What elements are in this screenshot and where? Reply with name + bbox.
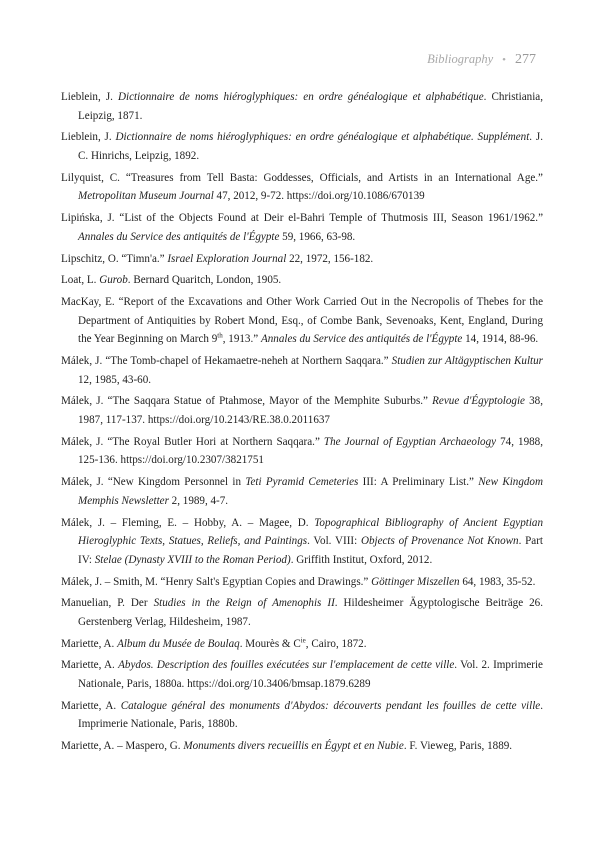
entry-text: Manuelian, P. Der — [61, 597, 154, 610]
entry-text: 59, 1966, 63-98. — [279, 230, 356, 243]
entry-text: , Cairo, 1872. — [305, 637, 367, 650]
entry-superscript: th — [217, 331, 223, 340]
entry-italic-title: Revue d'Égyptologie — [432, 395, 525, 408]
entry-text: Lipschitz, O. “Timn'a.” — [61, 252, 168, 265]
entry-text: 64, 1983, 35-52. — [459, 575, 536, 588]
entry-text: Málek, J. – Smith, M. “Henry Salt's Egyptian Copies and Drawings.” — [61, 575, 372, 588]
entry-text: Lieblein, J. — [61, 131, 116, 144]
entry-text: Lieblein, J. — [61, 91, 119, 103]
bibliography-entry — [61, 433, 543, 470]
entry-italic-title: Metropolitan Museum Journal — [78, 190, 214, 203]
entry-text: . Mourès & C — [239, 637, 301, 650]
entry-text: . Imprimerie Nationale, Paris, 1880b. — [78, 699, 543, 731]
entry-italic-title: Israel Exploration Journal — [167, 252, 287, 265]
entry-text: Málek, J. “The Tomb-chapel of Hekamaetre-neheh at Northern Saqqara.” — [61, 355, 392, 368]
entry-text: Lilyquist, C. “Treasures from Tell Basta: Goddesses, Officials, and Artists in an International Age.” — [61, 171, 543, 184]
entry-text: 12, 1985, 43-60. — [78, 373, 152, 386]
entry-text: MacKay, E. “Report of the Excavations and Other Work Carried Out in the Necropolis of Thebes for the Department of Antiquities by Robert Mond, Esq., of Combe Bank, Sevenoaks, Kent, England, During the Year Beginning on March 9 — [61, 296, 543, 346]
bibliography-entry — [61, 392, 543, 429]
bibliography-entry — [61, 594, 543, 631]
page-header — [427, 52, 536, 68]
bibliography-entry — [61, 635, 543, 654]
entry-italic-title: Objects of Provenance Not Known — [360, 535, 519, 548]
bibliography-entry — [61, 514, 543, 570]
entry-text: 22, 1972, 156-182. — [286, 252, 374, 265]
entry-italic-title: Teti Pyramid Cemeteries — [245, 476, 359, 489]
entry-text: Mariette, A. — [61, 637, 118, 650]
entry-text: Málek, J. – Fleming, E. – Hobby, A. – Magee, D. — [61, 516, 315, 529]
entry-text: 2, 1989, 4-7. — [168, 494, 229, 507]
entry-italic-title: Album du Musée de Boulaq — [117, 637, 240, 650]
bibliography-entry — [61, 473, 543, 510]
entry-italic-title: Dictionnaire de noms hiéroglyphiques: en ordre généalogique et alphabétique. Supplément — [115, 131, 530, 144]
entry-italic-title: Studies in the Reign of Amenophis II — [153, 597, 335, 610]
entry-text: . Part IV: — [78, 535, 543, 566]
entry-text: Mariette, A. — [61, 659, 119, 672]
bibliography-entry — [61, 128, 543, 165]
bibliography-list — [61, 88, 543, 759]
entry-italic-title: Topographical Bibliography of Ancient Egyptian Hieroglyphic Texts, Statues, Reliefs, and Paintings — [78, 516, 543, 548]
bibliography-entry — [61, 573, 543, 592]
entry-superscript: ie — [300, 635, 306, 644]
entry-italic-title: Annales du Service des antiquités de l'Égypte — [78, 230, 280, 243]
entry-text: 47, 2012, 9-72. https://doi.org/10.1086/670139 — [213, 190, 425, 203]
entry-italic-title: Catalogue général des monuments d'Abydos: découverts pendant les fouilles de cette ville — [120, 699, 541, 712]
entry-italic-title: Monuments divers recueillis en Égypt et en Nubie — [183, 740, 404, 753]
entry-text: Málek, J. “The Saqqara Statue of Ptahmose, Mayor of the Memphite Suburbs.” — [61, 395, 433, 408]
bibliography-entry — [61, 209, 543, 246]
entry-text: Málek, J. “New Kingdom Personnel in — [61, 476, 246, 489]
entry-text: , 1913.” — [222, 333, 261, 346]
entry-text: . Vol. VIII: — [307, 535, 361, 548]
entry-text: . F. Vieweg, Paris, 1889. — [403, 740, 513, 753]
bibliography-entry — [61, 250, 543, 269]
entry-italic-title: New Kingdom Memphis Newsletter — [78, 476, 543, 507]
entry-italic-title: Abydos. Description des fouilles exécutées sur l'emplacement de cette ville — [118, 659, 455, 672]
bibliography-entry — [61, 271, 543, 290]
entry-italic-title: Annales du Service des antiquités de l'Égypte — [260, 333, 463, 346]
bibliography-entry — [61, 352, 543, 389]
entry-italic-title: Göttinger Miszellen — [371, 575, 460, 588]
entry-italic-title: The Journal of Egyptian Archaeology — [323, 435, 497, 448]
bibliography-entry — [61, 169, 543, 206]
entry-text: Loat, L. — [61, 274, 100, 287]
entry-italic-title: Dictionnaire de noms hiéroglyphiques: en ordre généalogique et alphabétique — [118, 91, 484, 103]
header-separator: • — [502, 54, 506, 66]
entry-text: 38, 1987, 117-137. https://doi.org/10.2143/RE.38.0.2011637 — [78, 395, 543, 426]
bibliography-entry — [61, 737, 543, 756]
entry-text: . Vol. 2. Imprimerie Nationale, Paris, 1880a. https://doi.org/10.3406/bmsap.1879.6289 — [78, 659, 543, 691]
entry-text: Mariette, A. – Maspero, G. — [61, 740, 184, 753]
entry-text: . Bernard Quaritch, London, 1905. — [127, 274, 282, 287]
entry-text: Mariette, A. — [61, 699, 121, 712]
entry-text: 74, 1988, 125-136. https://doi.org/10.2307/3821751 — [78, 435, 544, 467]
entry-text: . J. C. Hinrichs, Leipzig, 1892. — [78, 131, 543, 162]
entry-italic-title: Gurob — [99, 274, 128, 287]
running-head: Bibliography — [427, 52, 494, 66]
entry-text: Málek, J. “The Royal Butler Hori at Northern Saqqara.” — [61, 435, 324, 448]
bibliography-entry — [61, 293, 543, 349]
page-number: 277 — [515, 52, 536, 67]
entry-text: III: A Preliminary List.” — [358, 476, 479, 489]
bibliography-entry — [61, 88, 543, 125]
bibliography-entry — [61, 697, 543, 734]
entry-italic-title: Studien zur Altägyptischen Kultur — [391, 355, 544, 368]
bibliography-entry — [61, 656, 543, 693]
entry-text: . Griffith Institut, Oxford, 2012. — [290, 553, 433, 566]
entry-italic-title: Stelae (Dynasty XVIII to the Roman Period) — [94, 553, 291, 566]
entry-text: . Christiania, Leipzig, 1871. — [78, 91, 543, 122]
entry-text: . Hildesheimer Ägyptologische Beiträge 26. Gerstenberg Verlag, Hildesheim, 1987. — [78, 597, 543, 628]
entry-text: Lipińska, J. “List of the Objects Found at Deir el-Bahri Temple of Thutmosis III, Season 1961/1962.” — [61, 212, 543, 225]
entry-text: 14, 1914, 88-96. — [462, 333, 539, 346]
